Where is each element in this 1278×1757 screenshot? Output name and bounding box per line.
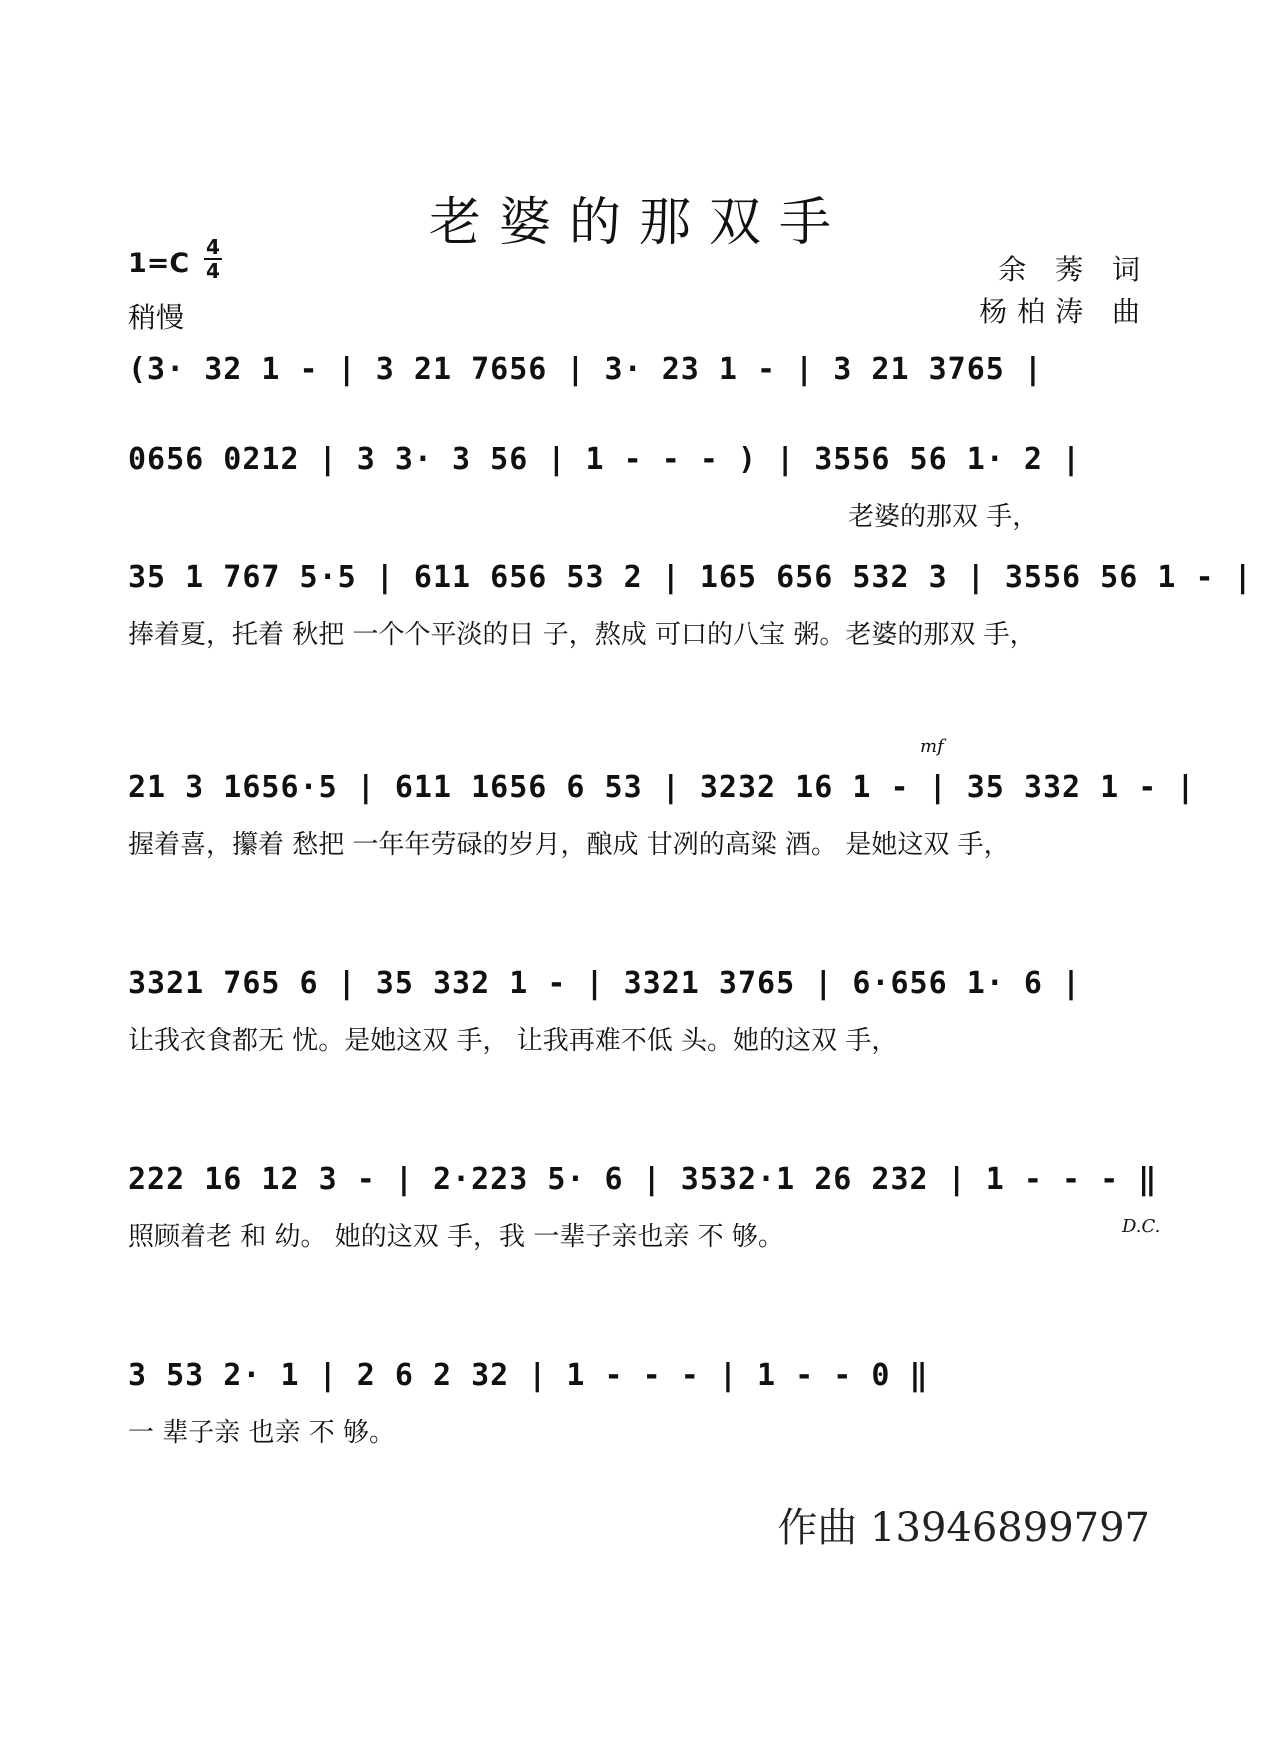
lyric-row-2: 老婆的那双 手， — [848, 502, 1039, 532]
lyric-row-5: 让我衣食都无 忧。是她这双 手， 让我再难不低 头。她的这双 手， — [128, 1026, 898, 1056]
time-sig-bottom: 4 — [204, 258, 222, 282]
notation-row-1: (3· 32 1 - | 3 21 7656 | 3· 23 1 - | 3 21 3765 | — [128, 352, 1043, 387]
notation-row-3: 35 1 767 5·5 | 611 656 53 2 | 165 656 532 3 | 3556 56 1 - | — [128, 560, 1253, 595]
lyricist-credit: 余 莠 词 — [998, 253, 1150, 286]
song-title: 老婆的那双手 — [428, 193, 849, 253]
notation-row-6: 222 16 12 3 - | 2·223 5· 6 | 3532·1 26 232 | 1 - - - ‖ — [128, 1162, 1158, 1197]
lyric-row-7: 一 辈子亲 也亲 不 够。 — [128, 1418, 396, 1448]
notation-row-2: 0656 0212 | 3 3· 3 56 | 1 - - - ) | 3556 56 1· 2 | — [128, 442, 1082, 477]
notation-row-5: 3321 765 6 | 35 332 1 - | 3321 3765 | 6·656 1· 6 | — [128, 966, 1082, 1001]
lyric-row-4: 握着喜，攥着 愁把 一年年劳碌的岁月，酿成 甘冽的高粱 酒。 是她这双 手， — [128, 830, 1010, 860]
key-signature: 1=C — [128, 248, 190, 279]
composer-contact: 作曲 13946899797 — [777, 1505, 1150, 1551]
lyric-row-6: 照顾着老 和 幼。 她的这双 手，我 一辈子亲也亲 不 够。 — [128, 1222, 784, 1252]
dynamic-mf: mf — [920, 736, 944, 757]
time-signature — [204, 236, 222, 282]
lyric-row-3: 捧着夏，托着 秋把 一个个平淡的日 子，熬成 可口的八宝 粥。老婆的那双 手， — [128, 620, 1036, 650]
time-sig-top: 4 — [206, 235, 220, 259]
dc-mark: D.C. — [1122, 1216, 1161, 1237]
tempo-marking: 稍慢 — [128, 301, 185, 334]
notation-row-7: 3 53 2· 1 | 2 6 2 32 | 1 - - - | 1 - - 0 ‖ — [128, 1358, 929, 1393]
composer-credit: 杨柏涛 曲 — [979, 295, 1150, 328]
notation-row-4: 21 3 1656·5 | 611 1656 6 53 | 3232 16 1 - | 35 332 1 - | — [128, 770, 1196, 805]
